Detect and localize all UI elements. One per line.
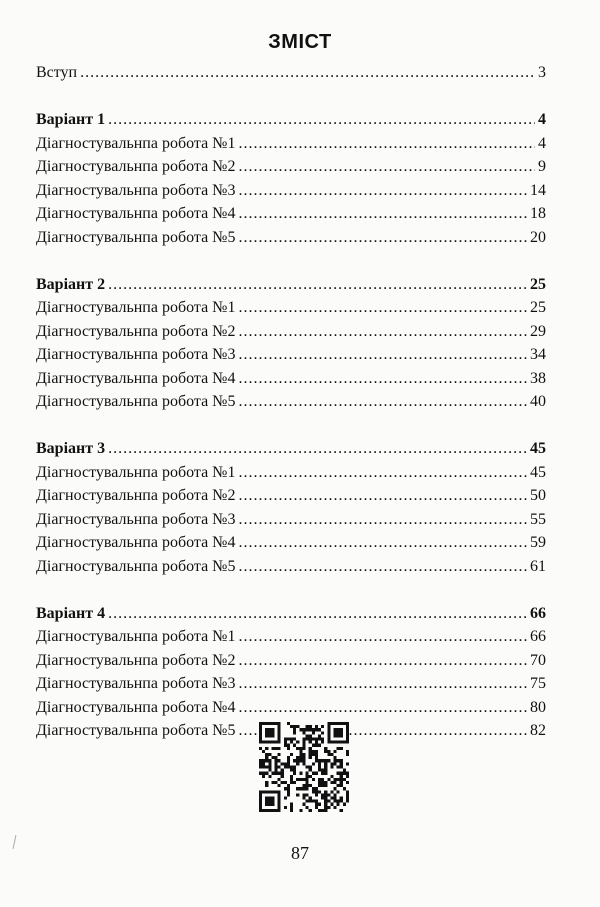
- toc-entry-label: Діагностувальнпа робота №3: [36, 346, 236, 363]
- toc-entry-row[interactable]: [36, 61, 546, 85]
- toc-entry-label: Діагностувальнпа робота №5: [36, 393, 236, 410]
- toc-entry-label: Діагностувальнпа робота №1: [36, 299, 236, 316]
- toc-entry-page: 45: [530, 463, 546, 481]
- toc-entry-label: Діагностувальнпа робота №4: [36, 369, 236, 387]
- dot-leader: [238, 226, 527, 250]
- toc-entry-label: Діагностувальнпа робота №2: [36, 651, 236, 669]
- toc-entry-row[interactable]: [36, 508, 546, 532]
- toc-entry-row[interactable]: [36, 625, 546, 649]
- toc-entry-row[interactable]: [36, 555, 546, 579]
- page-number: 87: [291, 843, 309, 863]
- toc-entry-label: Діагностувальнпа робота №4: [36, 698, 236, 716]
- toc-entry-page: 4: [538, 134, 546, 152]
- dot-leader: [238, 202, 527, 226]
- table-of-contents: [36, 61, 546, 743]
- toc-entry-page: 59: [530, 534, 546, 551]
- toc-entry-page: 25: [530, 299, 546, 316]
- toc-entry-row[interactable]: [36, 202, 546, 226]
- toc-entry-label: Варіант 1: [36, 111, 106, 128]
- toc-entry-row[interactable]: [36, 320, 546, 344]
- toc-entry-label: Діагностувальнпа робота №5: [36, 722, 236, 739]
- dot-leader: [238, 367, 527, 391]
- toc-entry-page: 9: [538, 158, 546, 175]
- dot-leader: [238, 508, 527, 532]
- toc-entry-page: 29: [530, 322, 546, 340]
- dot-leader: [238, 132, 535, 156]
- toc-spacer: [36, 85, 546, 109]
- dot-leader: [238, 155, 535, 179]
- dot-leader: [238, 649, 527, 673]
- toc-entry-page: 38: [530, 369, 546, 387]
- toc-entry-page: 82: [530, 722, 546, 739]
- dot-leader: [238, 296, 527, 320]
- toc-entry-row[interactable]: [36, 179, 546, 203]
- toc-entry-page: 45: [530, 440, 546, 457]
- toc-entry-page: 50: [530, 487, 546, 504]
- toc-entry-row[interactable]: [36, 132, 546, 156]
- toc-entry-label: Діагностувальнпа робота №4: [36, 534, 236, 551]
- qr-code-icon: [259, 722, 349, 812]
- toc-spacer: [36, 249, 546, 273]
- toc-entry-page: 4: [538, 111, 546, 128]
- toc-entry-label: Діагностувальнпа робота №5: [36, 557, 236, 575]
- toc-entry-page: 40: [530, 393, 546, 410]
- toc-entry-row[interactable]: [36, 696, 546, 720]
- toc-entry-label: Діагностувальнпа робота №1: [36, 463, 236, 481]
- toc-entry-label: Діагностувальнпа робота №2: [36, 322, 236, 340]
- toc-entry-label: Діагностувальнпа робота №5: [36, 228, 236, 246]
- toc-section-row[interactable]: [36, 602, 546, 626]
- toc-entry-label: Діагностувальнпа робота №3: [36, 181, 236, 199]
- toc-entry-page: 20: [530, 228, 546, 246]
- toc-section-row[interactable]: [36, 108, 546, 132]
- toc-entry-label: Діагностувальнпа робота №1: [36, 134, 236, 152]
- dot-leader: [238, 461, 527, 485]
- toc-entry-row[interactable]: [36, 531, 546, 555]
- toc-entry-page: 70: [530, 651, 546, 669]
- toc-entry-row[interactable]: [36, 155, 546, 179]
- dot-leader: [238, 531, 527, 555]
- toc-entry-page: 18: [530, 205, 546, 222]
- dot-leader: [108, 108, 535, 132]
- toc-entry-row[interactable]: [36, 367, 546, 391]
- toc-entry-label: Діагностувальнпа робота №1: [36, 628, 236, 645]
- toc-section-row[interactable]: [36, 437, 546, 461]
- toc-entry-page: 25: [530, 275, 546, 293]
- toc-entry-row[interactable]: [36, 484, 546, 508]
- dot-leader: [108, 437, 527, 461]
- toc-entry-page: 55: [530, 510, 546, 528]
- toc-entry-row[interactable]: [36, 672, 546, 696]
- toc-entry-row[interactable]: [36, 343, 546, 367]
- toc-entry-row[interactable]: [36, 390, 546, 414]
- toc-entry-label: Варіант 3: [36, 440, 106, 457]
- toc-entry-label: Діагностувальнпа робота №4: [36, 205, 236, 222]
- dot-leader: [238, 555, 527, 579]
- toc-entry-page: 66: [530, 628, 546, 645]
- dot-leader: [238, 696, 527, 720]
- toc-entry-label: Діагностувальнпа робота №2: [36, 487, 236, 504]
- dot-leader: [238, 625, 527, 649]
- page-title: ЗМІСТ: [268, 31, 332, 53]
- toc-entry-row[interactable]: [36, 226, 546, 250]
- dot-leader: [108, 273, 527, 297]
- toc-entry-label: Варіант 2: [36, 275, 106, 293]
- toc-entry-label: Вступ: [36, 64, 78, 81]
- toc-entry-row[interactable]: [36, 461, 546, 485]
- toc-spacer: [36, 578, 546, 602]
- toc-entry-label: Діагностувальнпа робота №2: [36, 158, 236, 175]
- toc-entry-page: 34: [530, 346, 546, 363]
- toc-entry-page: 14: [530, 181, 546, 199]
- dot-leader: [80, 61, 535, 85]
- toc-entry-label: Варіант 4: [36, 604, 106, 622]
- toc-entry-label: Діагностувальнпа робота №3: [36, 675, 236, 692]
- toc-spacer: [36, 414, 546, 438]
- dot-leader: [238, 672, 527, 696]
- toc-entry-page: 3: [538, 64, 546, 81]
- toc-section-row[interactable]: [36, 273, 546, 297]
- dot-leader: [108, 602, 527, 626]
- toc-entry-row[interactable]: [36, 649, 546, 673]
- toc-entry-label: Діагностувальнпа робота №3: [36, 510, 236, 528]
- dot-leader: [238, 484, 527, 508]
- dot-leader: [238, 179, 527, 203]
- dot-leader: [238, 390, 527, 414]
- toc-entry-page: 75: [530, 675, 546, 692]
- dot-leader: [238, 320, 527, 344]
- toc-entry-page: 66: [530, 604, 546, 622]
- dot-leader: [238, 343, 527, 367]
- toc-entry-row[interactable]: [36, 296, 546, 320]
- toc-entry-page: 61: [530, 557, 546, 575]
- toc-entry-page: 80: [530, 698, 546, 716]
